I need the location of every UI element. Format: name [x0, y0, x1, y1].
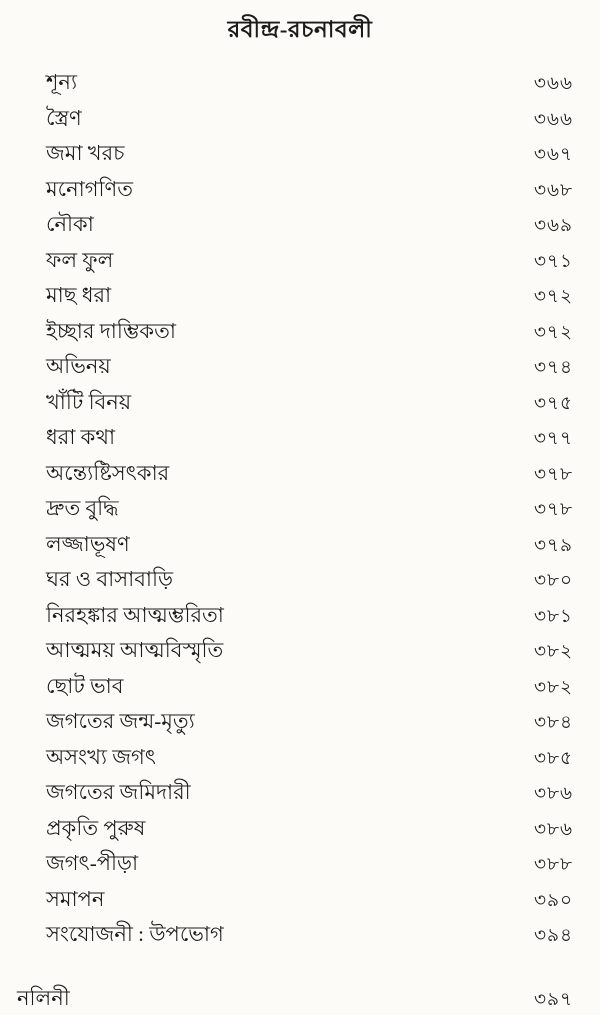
toc-entry-title: জগতের জমিদারী	[46, 780, 191, 804]
toc-entry-title: শূন্য	[46, 70, 78, 94]
toc-row	[0, 776, 600, 812]
toc-entry-title: অসংখ্য জগৎ	[46, 744, 157, 769]
toc-entry-page: ৩৬৬	[533, 74, 573, 94]
toc-row	[0, 528, 600, 564]
toc-entry-page: ৩৯৭	[533, 989, 573, 1010]
toc-row	[0, 386, 600, 422]
toc-entry-page: ৩৭৯	[533, 535, 573, 556]
toc-row	[0, 208, 600, 244]
toc-entry-title: মাছ ধরা	[46, 283, 112, 307]
toc-row	[0, 918, 600, 954]
toc-row	[0, 599, 600, 635]
toc-row	[0, 102, 600, 138]
toc-entry-title: জগতের জন্ম-মৃত্যু	[46, 709, 195, 733]
table-of-contents	[0, 66, 600, 954]
toc-row	[0, 705, 600, 741]
page-title: রবীন্দ্র-রচনাবলী	[227, 17, 373, 42]
toc-row	[0, 457, 600, 493]
toc-entry-page: ৩৬৯	[533, 216, 573, 236]
toc-entry-page: ৩৬৮	[533, 180, 573, 201]
toc-entry-page: ৩৯৪	[533, 926, 573, 946]
toc-row	[0, 315, 600, 351]
toc-entry-title: নৌকা	[46, 212, 94, 236]
toc-entry-page: ৩৯০	[533, 890, 573, 911]
toc-entry-page: ৩৮৫	[533, 748, 573, 769]
toc-entry-title: ছোট ভাব	[46, 673, 124, 698]
toc-entry-page: ৩৭১	[533, 251, 573, 272]
toc-row	[0, 421, 600, 457]
toc-entry-title: খাঁটি বিনয়	[46, 389, 132, 414]
toc-row	[0, 244, 600, 280]
toc-entry-page: ৩৬৭	[533, 145, 573, 165]
toc-entry-title: অভিনয়	[46, 354, 111, 378]
toc-entry-title: লজ্জাভূষণ	[46, 531, 130, 556]
toc-entry-page: ৩৮৮	[533, 855, 573, 875]
toc-entry-page: ৩৮০	[533, 571, 573, 591]
toc-row	[0, 670, 600, 706]
toc-entry-title: আত্মময় আত্মবিস্মৃতি	[46, 638, 224, 662]
toc-entry-page: ৩৭৪	[533, 358, 573, 378]
toc-entry-page: ৩৮৪	[533, 713, 573, 733]
toc-row	[0, 350, 600, 386]
toc-entry-page: ৩৮২	[533, 677, 573, 698]
toc-row	[0, 137, 600, 173]
toc-row	[0, 883, 600, 919]
toc-entry-title: নিরহঙ্কার আত্মম্ভরিতা	[46, 602, 224, 627]
toc-entry-title: অন্ত্যেষ্টিসৎকার	[46, 460, 170, 485]
toc-entry-page: ৩৮২	[533, 642, 573, 662]
toc-entry-page: ৩৮৬	[533, 819, 573, 840]
toc-row	[0, 847, 600, 883]
toc-entry-title: নলিনী	[17, 985, 70, 1010]
toc-entry-page: ৩৮১	[533, 606, 573, 627]
toc-entry-title: স্ত্রৈণ	[46, 105, 82, 130]
toc-entry-page: ৩৬৬	[533, 109, 573, 130]
toc-entry-title: সমাপন	[46, 886, 105, 911]
toc-entry-page: ৩৭৮	[533, 500, 573, 520]
toc-row	[0, 279, 600, 315]
toc-row	[0, 492, 600, 528]
toc-row	[0, 634, 600, 670]
toc-row-separate	[0, 982, 600, 1015]
toc-row	[0, 173, 600, 209]
toc-entry-title: দ্রুত বুদ্ধি	[46, 496, 119, 520]
toc-entry-title: প্রকৃতি পুরুষ	[46, 815, 146, 840]
toc-entry-title: সংযোজনী : উপভোগ	[46, 922, 224, 946]
toc-entry-page: ৩৭৮	[533, 464, 573, 485]
toc-entry-page: ৩৭২	[533, 287, 573, 307]
toc-entry-page: ৩৭৫	[533, 393, 573, 414]
toc-entry-title: জমা খরচ	[46, 141, 125, 165]
toc-row	[0, 66, 600, 102]
toc-entry-page: ৩৭২	[533, 322, 573, 343]
toc-entry-title: মনোগণিত	[46, 176, 133, 201]
toc-entry-title: ইচ্ছার দাম্ভিকতা	[46, 318, 176, 343]
toc-entry-page: ৩৭৭	[533, 429, 573, 449]
toc-row	[0, 563, 600, 599]
toc-entry-title: ঘর ও বাসাবাড়ি	[46, 567, 173, 591]
toc-row	[0, 741, 600, 777]
toc-entry-title: জগৎ-পীড়া	[46, 851, 139, 875]
toc-entry-page: ৩৮৬	[533, 784, 573, 804]
toc-row	[0, 812, 600, 848]
toc-entry-title: ফল ফুল	[46, 247, 114, 272]
toc-entry-title: ধরা কথা	[46, 425, 116, 449]
